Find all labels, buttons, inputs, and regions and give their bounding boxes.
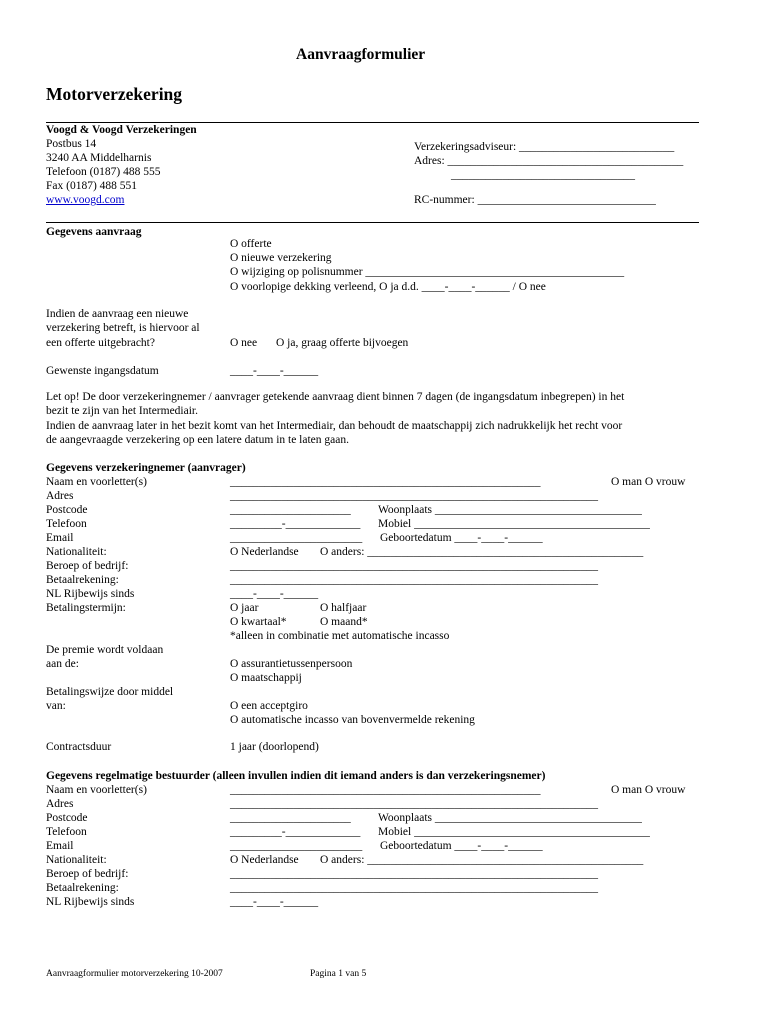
footer-document-name: Aanvraagformulier motorverzekering 10-2007 bbox=[46, 969, 223, 979]
prior-quote-question: Indien de aanvraag een nieuwe bbox=[46, 308, 189, 320]
label-email: Email bbox=[46, 532, 74, 544]
nationality-other[interactable]: O anders: ________________________________________________ bbox=[320, 546, 644, 558]
postcode-field[interactable]: _____________________ bbox=[230, 504, 351, 516]
notice-text: Let op! De door verzekeringnemer / aanvrager getekende aanvraag dient binnen 7 dagen (de ingangsdatum inbegrepen) in het bbox=[46, 391, 625, 403]
label-account: Betaalrekening: bbox=[46, 574, 119, 586]
address-field[interactable]: ________________________________________________________________ bbox=[230, 490, 598, 502]
driver-label-address: Adres bbox=[46, 798, 74, 810]
premium-option-company[interactable]: O maatschappij bbox=[230, 672, 302, 684]
premium-option-intermediary[interactable]: O assurantietussenpersoon bbox=[230, 658, 353, 670]
birthdate-field[interactable]: Geboortedatum ____-____-______ bbox=[380, 532, 543, 544]
driver-label-nationality: Nationaliteit: bbox=[46, 854, 107, 866]
request-heading: Gegevens aanvraag bbox=[46, 226, 142, 238]
company-address-2: 3240 AA Middelharnis bbox=[46, 152, 152, 164]
term-month[interactable]: O maand* bbox=[320, 616, 368, 628]
divider bbox=[46, 122, 699, 123]
page-subtitle: Motorverzekering bbox=[46, 84, 183, 104]
driver-postcode-field[interactable]: _____________________ bbox=[230, 812, 351, 824]
driver-label-phone: Telefoon bbox=[46, 826, 87, 838]
request-option-change[interactable]: O wijziging op polisnummer _____________________________________________ bbox=[230, 266, 625, 278]
account-field[interactable]: ________________________________________________________________ bbox=[230, 574, 598, 586]
label-nationality: Nationaliteit: bbox=[46, 546, 107, 558]
driver-birthdate-field[interactable]: Geboortedatum ____-____-______ bbox=[380, 840, 543, 852]
company-address-1: Postbus 14 bbox=[46, 138, 97, 150]
payment-method-question: Betalingswijze door middel bbox=[46, 686, 174, 698]
prior-quote-no[interactable]: O nee bbox=[230, 337, 258, 349]
email-field[interactable]: _______________________ bbox=[230, 532, 363, 544]
driver-label-email: Email bbox=[46, 840, 74, 852]
premium-question: De premie wordt voldaan bbox=[46, 644, 164, 656]
driver-label-account: Betaalrekening: bbox=[46, 882, 119, 894]
label-occupation: Beroep of bedrijf: bbox=[46, 560, 129, 572]
mobile-field[interactable]: Mobiel _________________________________________ bbox=[378, 518, 650, 530]
premium-question: aan de: bbox=[46, 658, 79, 670]
company-phone: Telefoon (0187) 488 555 bbox=[46, 166, 161, 178]
advisor-field[interactable]: Verzekeringsadviseur: ___________________________ bbox=[414, 141, 675, 153]
request-option-provisional[interactable]: O voorlopige dekking verleend, O ja d.d. ____-____-______ / O nee bbox=[230, 281, 546, 293]
gender-option[interactable]: O man O vrouw bbox=[611, 476, 686, 488]
label-name: Naam en voorletter(s) bbox=[46, 476, 147, 488]
prior-quote-yes[interactable]: O ja, graag offerte bijvoegen bbox=[276, 337, 409, 349]
label-term: Betalingstermijn: bbox=[46, 602, 126, 614]
divider bbox=[46, 222, 699, 223]
driver-label-name: Naam en voorletter(s) bbox=[46, 784, 147, 796]
license-date-field[interactable]: ____-____-______ bbox=[230, 588, 319, 600]
occupation-field[interactable]: ________________________________________________________________ bbox=[230, 560, 598, 572]
driver-mobile-field[interactable]: Mobiel _________________________________________ bbox=[378, 826, 650, 838]
label-license: NL Rijbewijs sinds bbox=[46, 588, 135, 600]
driver-occupation-field[interactable]: ________________________________________________________________ bbox=[230, 868, 598, 880]
advisor-address-field[interactable]: Adres: _________________________________________ bbox=[414, 155, 684, 167]
label-address: Adres bbox=[46, 490, 74, 502]
prior-quote-question: een offerte uitgebracht? bbox=[46, 337, 155, 349]
page-title: Aanvraagformulier bbox=[296, 46, 426, 63]
duration-value: 1 jaar (doorlopend) bbox=[230, 741, 319, 753]
payment-method-question: van: bbox=[46, 700, 66, 712]
policyholder-heading: Gegevens verzekeringnemer (aanvrager) bbox=[46, 462, 246, 474]
label-postcode: Postcode bbox=[46, 504, 88, 516]
driver-label-occupation: Beroep of bedrijf: bbox=[46, 868, 129, 880]
driver-gender-option[interactable]: O man O vrouw bbox=[611, 784, 686, 796]
residence-field[interactable]: Woonplaats ____________________________________ bbox=[378, 504, 642, 516]
request-option-quote[interactable]: O offerte bbox=[230, 238, 272, 250]
advisor-address-cont-field[interactable]: ________________________________ bbox=[451, 169, 635, 181]
term-quarter[interactable]: O kwartaal* bbox=[230, 616, 287, 628]
driver-heading: Gegevens regelmatige bestuurder (alleen invullen indien dit iemand anders is dan verzekeringsnemer) bbox=[46, 770, 546, 782]
rc-number-field[interactable]: RC-nummer: _______________________________ bbox=[414, 194, 656, 206]
driver-nationality-other[interactable]: O anders: ________________________________________________ bbox=[320, 854, 644, 866]
notice-text: de aangevraagde verzekering op een latere datum in te laten gaan. bbox=[46, 434, 349, 446]
driver-account-field[interactable]: ________________________________________________________________ bbox=[230, 882, 598, 894]
duration-label: Contractsduur bbox=[46, 741, 112, 753]
company-fax: Fax (0187) 488 551 bbox=[46, 180, 138, 192]
phone-field[interactable]: _________-_____________ bbox=[230, 518, 361, 530]
term-note: *alleen in combinatie met automatische incasso bbox=[230, 630, 450, 642]
notice-text: bezit te zijn van het Intermediair. bbox=[46, 405, 198, 417]
payment-method-direct-debit[interactable]: O automatische incasso van bovenvermelde rekening bbox=[230, 714, 475, 726]
term-halfyear[interactable]: O halfjaar bbox=[320, 602, 367, 614]
payment-method-giro[interactable]: O een acceptgiro bbox=[230, 700, 308, 712]
company-website-link[interactable]: www.voogd.com bbox=[46, 194, 125, 206]
driver-label-license: NL Rijbewijs sinds bbox=[46, 896, 135, 908]
start-date-label: Gewenste ingangsdatum bbox=[46, 365, 159, 377]
driver-address-field[interactable]: ________________________________________________________________ bbox=[230, 798, 598, 810]
term-year[interactable]: O jaar bbox=[230, 602, 259, 614]
driver-email-field[interactable]: _______________________ bbox=[230, 840, 363, 852]
request-option-new[interactable]: O nieuwe verzekering bbox=[230, 252, 332, 264]
driver-nationality-dutch[interactable]: O Nederlandse bbox=[230, 854, 299, 866]
label-phone: Telefoon bbox=[46, 518, 87, 530]
footer-page-number: Pagina 1 van 5 bbox=[310, 969, 367, 979]
start-date-field[interactable]: ____-____-______ bbox=[230, 365, 319, 377]
driver-label-postcode: Postcode bbox=[46, 812, 88, 824]
nationality-dutch[interactable]: O Nederlandse bbox=[230, 546, 299, 558]
name-field[interactable]: ______________________________________________________ bbox=[230, 476, 541, 488]
company-name: Voogd & Voogd Verzekeringen bbox=[46, 124, 197, 136]
prior-quote-question: verzekering betreft, is hiervoor al bbox=[46, 322, 200, 334]
driver-name-field[interactable]: ______________________________________________________ bbox=[230, 784, 541, 796]
driver-license-date-field[interactable]: ____-____-______ bbox=[230, 896, 319, 908]
driver-phone-field[interactable]: _________-_____________ bbox=[230, 826, 361, 838]
notice-text: Indien de aanvraag later in het bezit komt van het Intermediair, dan behoudt de maatschappij zich nadrukkelijk het recht voor bbox=[46, 420, 623, 432]
driver-residence-field[interactable]: Woonplaats ____________________________________ bbox=[378, 812, 642, 824]
